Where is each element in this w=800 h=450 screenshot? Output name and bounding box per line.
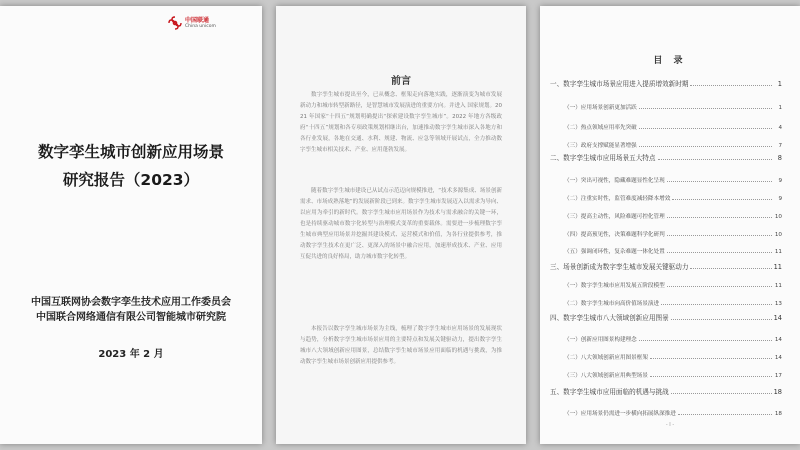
preface-title: 前言 [391,76,411,87]
toc-entry-label: （一）应用场景创新更加活跃 [564,105,637,111]
toc-entry-label: （二）热点领域应用率先突破 [564,125,637,131]
toc-section-entry[interactable] [564,136,782,149]
toc-entry-label: 四、数字孪生城市八大领域创新应用图景 [550,314,669,322]
toc-dot-leader [650,375,772,377]
toc-section-entry[interactable] [564,171,782,184]
toc-entry-label: （一）数字孪生城市应用发展五阶段模型 [564,283,665,289]
toc-entry-page: 18 [773,388,782,396]
preface-page [276,6,526,444]
toc-section-entry[interactable] [564,242,782,255]
toc-section-entry[interactable] [564,404,782,417]
toc-chapter-entry[interactable] [550,75,782,88]
toc-section-entry[interactable] [564,348,782,361]
toc-chapter-entry[interactable] [550,309,782,322]
preface-paragraph: 随着数字孪生城市建设已从试点示范迈向规模推进，“技术多源集成、场景创新需求、市场成熟落地”的发展新阶段已到来。数字孪生城市发展迈入以需求为导向、以应用为牵引的新时代。数字孪生城市应用场景作为技术与需求融合的关键一环，也是持续驱动城市数字化转型与治理模式变革的重要载体。需要进一步梳理数字孪生城市典型应用场景并挖掘其建设模式、运营模式和价值，为各行业提供参考，推动数字孪生技术在更广泛、更深入的场景中融合应用，加速形成技术、产业、应用互促共进的良好格局，助力城市数字化转型。 [300,188,502,260]
toc-entry-label: （二）数字孪生城市向高价值场景演进 [564,301,660,307]
logo-english: China unicom [185,23,216,29]
toc-chapter-entry[interactable] [550,383,782,396]
toc-entry-label: （二）八大领域创新应用图景框架 [564,355,648,361]
toc-entry-page: 18 [774,411,782,417]
toc-page [540,6,800,444]
toc-entry-page: 11 [774,249,782,255]
toc-entry-label: 三、场景创新成为数字孪生城市发展关键驱动力 [550,263,689,271]
toc-entry-page: 9 [778,178,782,184]
report-title-line-2: 研究报告（2023） [62,171,200,189]
toc-entry-page: 11 [773,263,782,271]
toc-dot-leader [639,127,772,129]
toc-entry-page: 14 [773,314,782,322]
toc-section-entry[interactable] [564,366,782,379]
toc-title: 目 录 [653,56,687,66]
toc-section-entry[interactable] [564,294,782,307]
toc-section-entry[interactable] [564,118,782,131]
toc-dot-leader [678,413,772,415]
toc-entry-label: 一、数字孪生城市场景应用进入提质增效新时期 [550,80,689,88]
toc-entry-label: （二）注重实时性，监管难度减轻降本增效 [564,196,671,202]
toc-section-entry[interactable] [564,207,782,220]
toc-entry-label: （一）应用场景仍需进一步横向拓展纵深推进 [564,411,676,417]
toc-entry-page: 8 [777,154,782,162]
publisher-org-1: 中国互联网协会数字孪生技术应用工作委员会 [31,297,231,308]
toc-dot-leader [667,234,772,236]
toc-entry-label: （五）强调闭环性，复杂难题一体化处置 [564,249,665,255]
china-unicom-logo [168,16,216,30]
toc-entry-page: 13 [774,301,782,307]
toc-chapter-entry[interactable] [550,149,782,162]
toc-dot-leader [658,158,773,160]
toc-entry-page: 14 [774,337,782,343]
toc-dot-leader [667,180,772,182]
toc-dot-leader [671,318,772,320]
toc-entry-page: 4 [778,125,782,131]
report-title-line-1: 数字孪生城市创新应用场景 [37,143,224,161]
toc-entry-label: （四）提高预见性，决策难题科学化研判 [564,232,665,238]
logo-name: 中国联通 [185,16,210,24]
toc-entry-label: （三）八大领域创新应用典型场景 [564,373,648,379]
toc-entry-label: 五、数字孪生城市应用面临的机遇与挑战 [550,388,669,396]
toc-entry-label: （三）提高主动性，风险难题可控化管理 [564,214,665,220]
toc-section-entry[interactable] [564,330,782,343]
toc-entry-page: 14 [774,355,782,361]
page-number: - I - [665,422,675,428]
toc-dot-leader [690,84,772,86]
toc-entry-page: 1 [777,80,782,88]
toc-dot-leader [667,251,772,253]
cover-page [0,6,262,444]
toc-dot-leader [639,339,772,341]
toc-entry-page: 10 [774,214,782,220]
toc-dot-leader [661,303,772,305]
toc-entry-label: （一）创新应用图景构建理念 [564,337,637,343]
toc-entry-page: 9 [778,196,782,202]
toc-entry-label: 二、数字孪生城市应用场景五大特点 [550,154,656,162]
toc-chapter-entry[interactable] [550,258,782,271]
toc-dot-leader [639,145,772,147]
publisher-org-2: 中国联合网络通信有限公司智能城市研究院 [36,312,226,323]
toc-dot-leader [671,392,772,394]
toc-entry-page: 10 [774,232,782,238]
toc-entry-label: （三）政府支撑赋能显著增强 [564,143,637,149]
toc-dot-leader [690,267,771,269]
toc-entry-page: 17 [774,373,782,379]
report-title [16,138,246,194]
toc-entry-page: 11 [774,283,782,289]
toc-section-entry[interactable] [564,276,782,289]
toc-dot-leader [667,216,772,218]
toc-entry-label: （一）突出可视性，隐藏难题显性化呈现 [564,178,665,184]
preface-paragraph: 数字孪生城市提出至今，已从概念、框架走向落地实践，逐渐演变为城市发展新动力和城市转型新路径，是智慧城市发展演进的重要方向。并进入 国家规划。2021 年国家“十四五”规划明确提出“探索建设数字孪生城市”。2022 年地方各级政府“十四五”规划和各专项政策规划相继出台，加速推动数字孪生城市深入各地方和各行业发展，各地在交通、水利、规建、物流、应急等领域开展试点，全力推动数字孪生城市相关技术、产业、应用蓬勃发展。 [300,92,502,153]
publish-date: 2023 年 2 月 [98,349,164,360]
toc-entry-page: 7 [778,143,782,149]
toc-dot-leader [672,198,772,200]
toc-section-entry[interactable] [564,225,782,238]
preface-paragraph: 本报告以数字孪生城市场景为主线，梳理了数字孪生城市应用场景的发展现状与趋势，分析数字孪生城市场景应用的主要特点和发展关键驱动力，提出数字孪生城市八大领域创新应用图景，总结数字孪生城市场景应用面临的机遇与挑战，为推动数字孪生城市场景创新应用提供参考。 [300,326,502,365]
toc-dot-leader [639,107,772,109]
toc-dot-leader [650,357,772,359]
unicom-knot-icon [168,16,182,30]
toc-entry-page: 1 [778,105,782,111]
toc-section-entry[interactable] [564,98,782,111]
toc-section-entry[interactable] [564,189,782,202]
toc-dot-leader [667,285,772,287]
